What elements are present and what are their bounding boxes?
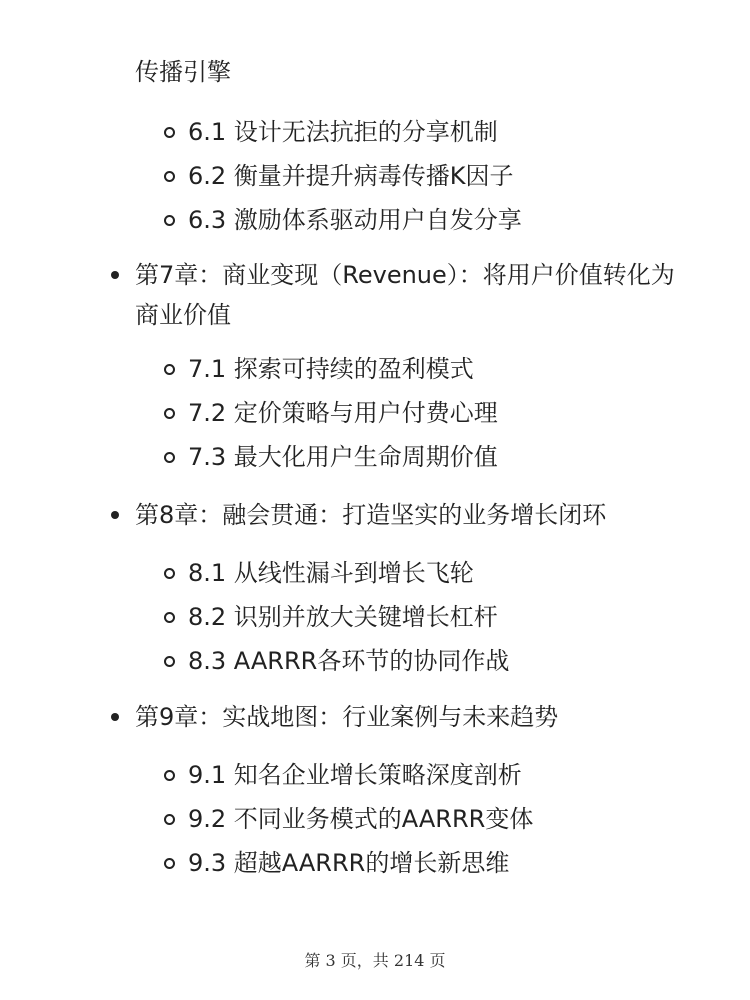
bullet-icon: [111, 713, 119, 721]
chapter-title: 第7章：商业变现（Revenue）：将用户价值转化为商业价值: [135, 261, 675, 329]
chapter-6-title-continuation: 传播引擎: [135, 58, 231, 86]
section-label: 6.3 激励体系驱动用户自发分享: [188, 206, 522, 234]
section-label: 8.3 AARRR各环节的协同作战: [188, 647, 510, 675]
section-item: [188, 557, 688, 601]
hollow-bullet-icon: [164, 612, 175, 623]
section-label: 7.3 最大化用户生命周期价值: [188, 443, 498, 471]
chapter-8-section-list: [188, 557, 688, 689]
section-label: 9.1 知名企业增长策略深度剖析: [188, 761, 522, 789]
chapter-6-section-list: [188, 116, 688, 248]
chapter-title: 第8章：融会贯通：打造坚实的业务增长闭环: [135, 501, 607, 529]
section-item: [188, 601, 688, 645]
hollow-bullet-icon: [164, 568, 175, 579]
hollow-bullet-icon: [164, 656, 175, 667]
chapter-title: 第9章：实战地图：行业案例与未来趋势: [135, 703, 559, 731]
section-label: 6.2 衡量并提升病毒传播K因子: [188, 162, 514, 190]
section-label: 7.1 探索可持续的盈利模式: [188, 355, 474, 383]
section-item: [188, 645, 688, 689]
section-item: [188, 397, 688, 441]
section-item: [188, 204, 688, 248]
chapter-8-item: [135, 495, 675, 535]
hollow-bullet-icon: [164, 215, 175, 226]
hollow-bullet-icon: [164, 364, 175, 375]
hollow-bullet-icon: [164, 452, 175, 463]
page-number-footer: 第 3 页，共 214 页: [304, 951, 446, 970]
bullet-icon: [111, 271, 119, 279]
section-item: [188, 353, 688, 397]
section-label: 8.1 从线性漏斗到增长飞轮: [188, 559, 474, 587]
section-item: [188, 116, 688, 160]
hollow-bullet-icon: [164, 127, 175, 138]
chapter-7-item: [135, 255, 675, 335]
section-label: 7.2 定价策略与用户付费心理: [188, 399, 498, 427]
hollow-bullet-icon: [164, 770, 175, 781]
chapter-9-item: [135, 697, 675, 737]
chapter-7-section-list: [188, 353, 688, 485]
hollow-bullet-icon: [164, 171, 175, 182]
section-label: 9.2 不同业务模式的AARRR变体: [188, 805, 534, 833]
section-item: [188, 847, 688, 891]
hollow-bullet-icon: [164, 814, 175, 825]
chapter-9-section-list: [188, 759, 688, 891]
hollow-bullet-icon: [164, 408, 175, 419]
section-item: [188, 759, 688, 803]
section-item: [188, 160, 688, 204]
section-label: 9.3 超越AARRR的增长新思维: [188, 849, 510, 877]
section-item: [188, 803, 688, 847]
section-label: 6.1 设计无法抗拒的分享机制: [188, 118, 498, 146]
section-label: 8.2 识别并放大关键增长杠杆: [188, 603, 498, 631]
section-item: [188, 441, 688, 485]
bullet-icon: [111, 511, 119, 519]
hollow-bullet-icon: [164, 858, 175, 869]
